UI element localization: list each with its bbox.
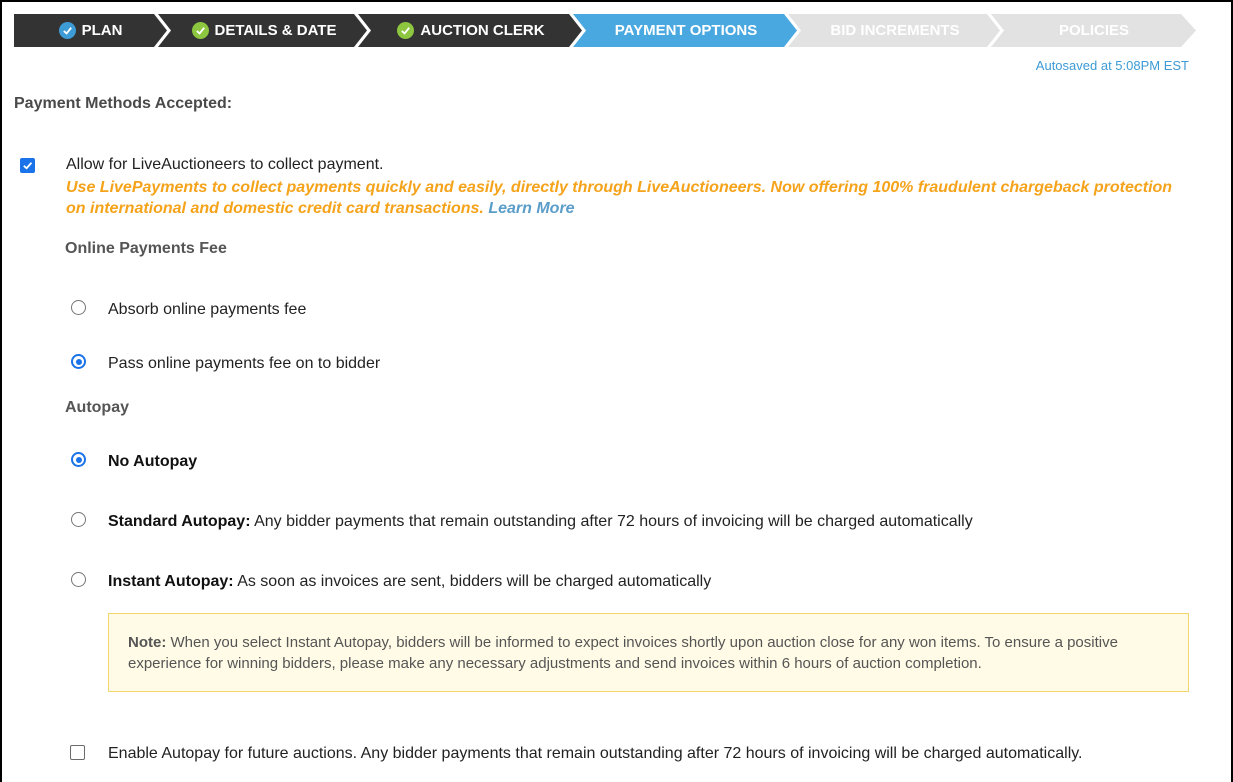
step-label: PAYMENT OPTIONS xyxy=(614,22,758,39)
future-autopay-checkbox[interactable] xyxy=(70,745,85,760)
pass-fee-radio[interactable] xyxy=(71,354,86,369)
online-fee-title: Online Payments Fee xyxy=(65,240,227,257)
instant-autopay-title: Instant Autopay: xyxy=(108,573,234,590)
step-payment-options[interactable] xyxy=(586,14,786,47)
standard-autopay-radio[interactable] xyxy=(71,512,86,527)
pass-fee-label: Pass online payments fee on to bidder xyxy=(108,355,381,372)
absorb-fee-radio[interactable] xyxy=(71,300,86,315)
step-auction-clerk[interactable] xyxy=(371,14,571,47)
check-circle-icon xyxy=(59,22,76,39)
instant-autopay-label xyxy=(108,573,711,591)
step-details-date[interactable] xyxy=(171,14,357,47)
livepayments-promo xyxy=(66,177,1186,219)
payment-methods-title: Payment Methods Accepted: xyxy=(14,95,233,112)
absorb-fee-label: Absorb online payments fee xyxy=(108,301,307,318)
autopay-title: Autopay xyxy=(65,399,129,416)
autosave-status: Autosaved at 5:08PM EST xyxy=(1035,58,1189,73)
no-autopay-radio[interactable] xyxy=(71,452,86,467)
check-circle-icon xyxy=(192,22,209,39)
future-autopay-label: Enable Autopay for future auctions. Any bidder payments that remain outstanding after 72 hours of invoicing will be charged automatically. xyxy=(108,745,1083,762)
learn-more-link[interactable]: Learn More xyxy=(488,200,575,217)
step-label: DETAILS & DATE xyxy=(214,22,337,39)
step-label: POLICIES xyxy=(1058,22,1129,39)
step-policies[interactable] xyxy=(1004,14,1184,47)
promo-text: Use LivePayments to collect payments quickly and easily, directly through LiveAuctioneers. Now offering 100% fraudulent chargeback protection on international and domestic credit card transactions. xyxy=(66,179,1173,217)
standard-autopay-label xyxy=(108,513,973,531)
step-label: AUCTION CLERK xyxy=(420,22,545,39)
collect-payment-label: Allow for LiveAuctioneers to collect payment. xyxy=(66,156,384,173)
note-text: When you select Instant Autopay, bidders will be informed to expect invoices shortly upon auction close for any won items. To ensure a positive experience for winning bidders, please make any necessary adjustments and send invoices within 6 hours of auction completion. xyxy=(128,634,1118,672)
instant-autopay-note xyxy=(108,613,1189,692)
step-label: PLAN xyxy=(81,22,123,39)
instant-autopay-radio[interactable] xyxy=(71,572,86,587)
note-label: Note: xyxy=(128,634,167,651)
standard-autopay-title: Standard Autopay: xyxy=(108,513,251,530)
collect-payment-checkbox[interactable] xyxy=(20,158,35,173)
step-bid-increments[interactable] xyxy=(801,14,989,47)
checkmark-icon xyxy=(22,160,33,171)
instant-autopay-desc: As soon as invoices are sent, bidders will be charged automatically xyxy=(237,573,712,590)
no-autopay-label: No Autopay xyxy=(108,453,198,470)
check-circle-icon xyxy=(397,22,414,39)
step-label: BID INCREMENTS xyxy=(830,22,960,39)
wizard-stepper xyxy=(14,14,1196,47)
step-plan[interactable] xyxy=(14,14,167,47)
standard-autopay-desc: Any bidder payments that remain outstanding after 72 hours of invoicing will be charged automatically xyxy=(254,513,973,530)
